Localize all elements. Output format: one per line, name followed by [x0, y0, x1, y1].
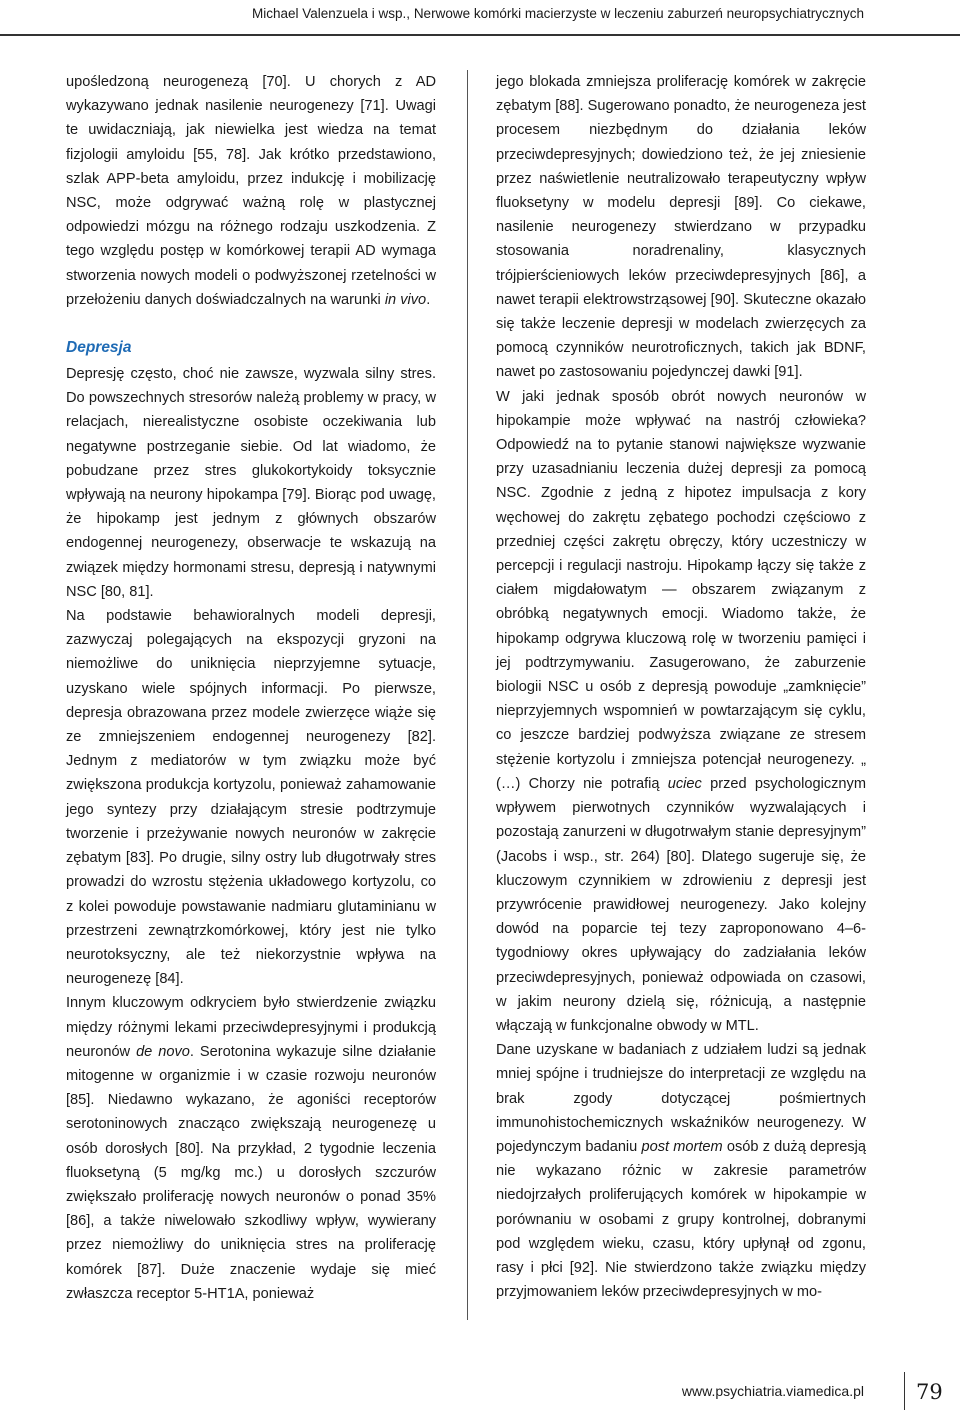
latin-term: de novo	[136, 1043, 190, 1060]
page-number: 79	[916, 1380, 943, 1404]
emphasis: uciec	[667, 775, 702, 792]
paragraph: Na podstawie behawioralnych modeli depresji, zazwyczaj polegających na ekspozycji gryzoni na niemożliwe do uniknięcia nieprzyjemne sytuacje, uzyskano wiele spójnych informacji. Po pierwsze, depresja obrazowana przez modele zwierzęce wiąże się ze zmniejszeniem endogennej neurogenezy [82]. Jednym z mediatorów w tym związku może być zwiększona produkcja kortyzolu, ponieważ zahamowanie jego syntezy przy działającym stresie podtrzymuje tworzenie i przeżywanie nowych neuronów w zakręcie zębatym [83]. Po drugie, silny ostry lub długotrwały stres prowadzi do wzrostu stężenia układowego kortyzolu, co z kolei powoduje powstawanie nadmiaru glutaminianu w przestrzeni zewnątrzkomórkowej, który jest nie tylko neurotoksyczny, ale też niekorzystnie wpływa na neurogenezę [84].	[66, 608, 436, 988]
paragraph: Innym kluczowym odkryciem było stwierdzenie związku między różnymi lekami przeciwdepresyjnymi i produkcją neuronów de novo. Serotonina wykazuje silne działanie mitogenne w organizmie i w czasie rozwoju neuronów [85]. Niedawno wykazano, że agoniści receptorów serotoninowych znacząco zwiększają neurogenezę u osób dorosłych [80]. Na przykład, 2 tygodnie leczenia fluoksetyną (5 mg/kg mc.) u dorosłych szczurów zwiększało proliferację nowych neuronów o ponad 35% [86], a także niwelowało szkodliwy wpływ, wywierany przez niemożliwy do uniknięcia stres na proliferację komórek [87]. Duże znaczenie wydaje się mieć zwłaszcza receptor 5-HT1A, ponieważ	[66, 995, 437, 1302]
paragraph: W jaki jednak sposób obrót nowych neuronów w hipokampie może wpływać na nastrój człowieka? Odpowiedź na to pytanie stanowi największe wyzwanie przy uzasadnianiu leczenia dużej depresji za pomocą NSC. Zgodnie z jedną z hipotez impulsacja z kory węchowej do zakrętu zębatego pochodzi częściowo z przedniej części zakrętu obręczy, który uczestniczy w percepcji i regulacji nastroju. Hipokamp łączy się także z ciałem migdałowatym — obszarem związanym z obróbką negatywnych emocji. Wiadomo także, że hipokamp odgrywa kluczową rolę w tworzeniu pamięci i jej podtrzymywaniu. Zasugerowano, że zaburzenie biologii NSC u osób z depresją powoduje „zamknięcie” nieprzyjemnych wspomnień w powtarzającym się cyklu, co jeszcze bardziej podwyższa związane ze stresem stężenie kortyzolu i zmniejsza potencjał neurogenezy. „ (…) Chorzy nie potrafią uciec przed psychologicznym wpływem pierwotnych czynników wyzwalających i pozostają zanurzeni w długotrwałym stanie depresyjnym” (Jacobs i wsp., str. 264) [80]. Dlatego sugeruje się, że kluczowym czynnikiem w zdrowieniu z depresji jest przywrócenie prawidłowej neurogenezy. Jako kolejny dowód na poparcie tej tezy zaproponowano 4–6-tygodniowy okres upływający do zadziałania leków przeciwdepresyjnych, ponieważ odpowiada on czasowi, w jakim neurony dzielą się, różnicują, a następnie włączają w funkcjonalne obwody w MTL.	[496, 388, 866, 1034]
latin-term: post mortem	[641, 1138, 723, 1155]
column-divider	[467, 70, 468, 1320]
paragraph: Depresję często, choć nie zawsze, wyzwala silny stres. Do powszechnych stresorów należą problemy w pracy, w relacjach, nierealistyczne osobiste oczekiwania lub negatywne postrzeganie siebie. Od lat wiadomo, że pobudzane przez stres glukokortykoidy toksycznie wpływają na neurony hipokampa [79]. Biorąc pod uwagę, że hipokamp jest jednym z głównych obszarów endogennej neurogenezy, obserwacje te wskazują na związek między hormonami stresu, depresją i natywnymi NSC [80, 81].	[66, 366, 436, 600]
footer-divider	[904, 1372, 905, 1410]
left-column	[66, 70, 436, 1306]
latin-term: in vivo	[384, 291, 427, 308]
paragraph: jego blokada zmniejsza proliferację komórek w zakręcie zębatym [88]. Sugerowano ponadto, że neurogeneza jest procesem niezbędnym do działania leków przeciwdepresyjnych; dowiedziono też, że jej zniesienie przez naświetlenie neutralizowało terapeutyczny wpływ fluoksetyny w modelu depresji [89]. Co ciekawe, nasilenie neurogenezy stwierdzano w przypadku stosowania noradrenaliny, klasycznych trójpierścieniowych leków przeciwdepresyjnych [86], a nawet terapii elektrowstrząsowej [90]. Skuteczne okazało się także leczenie depresji w modelach zwierzęcych za pomocą czynników neurotroficznych, takich jak BDNF, nawet po zastosowaniu pojedynczej dawki [91].	[496, 74, 866, 381]
header-rule	[0, 34, 960, 36]
running-title: Michael Valenzuela i wsp., Nerwowe komórki macierzyste w leczeniu zaburzeń neuropsychiatrycznych	[251, 6, 864, 21]
section-heading: Depresja	[66, 339, 132, 357]
right-column	[496, 70, 866, 1304]
journal-url[interactable]: www.psychiatria.viamedica.pl	[681, 1383, 864, 1399]
paragraph: Dane uzyskane w badaniach z udziałem ludzi są jednak mniej spójne i trudniejsze do interpretacji ze względu na brak zgody dotyczącej pośmiertnych immunohistochemicznych wskaźników neurogenezy. W pojedynczym badaniu post mortem osób z dużą depresją nie wykazano różnic w zakresie parametrów niedojrzałych proliferujących komórek w hipokampie w porównaniu w osobami z grupy kontrolnej, dobranymi pod względem wieku, czasu, który upłynął od zgonu, rasy i płci [92]. Nie stwierdzono także związku między przyjmowaniem leków przeciwdepresyjnych w mo-	[496, 1042, 866, 1301]
running-header	[0, 0, 960, 34]
paragraph: upośledzoną neurogenezą [70]. U chorych z AD wykazywano jednak nasilenie neurogenezy [71]. Uwagi te uwidaczniają, jak niewielka jest wiedza na temat fizjologii amyloidu [55, 78]. Jak krótko przedstawiono, szlak APP-beta amyloidu, przez indukcję i mobilizację NSC, może odgrywać ważną rolę w plastycznej odpowiedzi mózgu na różnego rodzaju uszkodzenia. Z tego względu postęp w komórkowej terapii AD wymaga stworzenia nowych modeli o podwyższonej rzetelności w przełożeniu danych doświadczalnych na warunki in vivo.	[66, 74, 436, 308]
